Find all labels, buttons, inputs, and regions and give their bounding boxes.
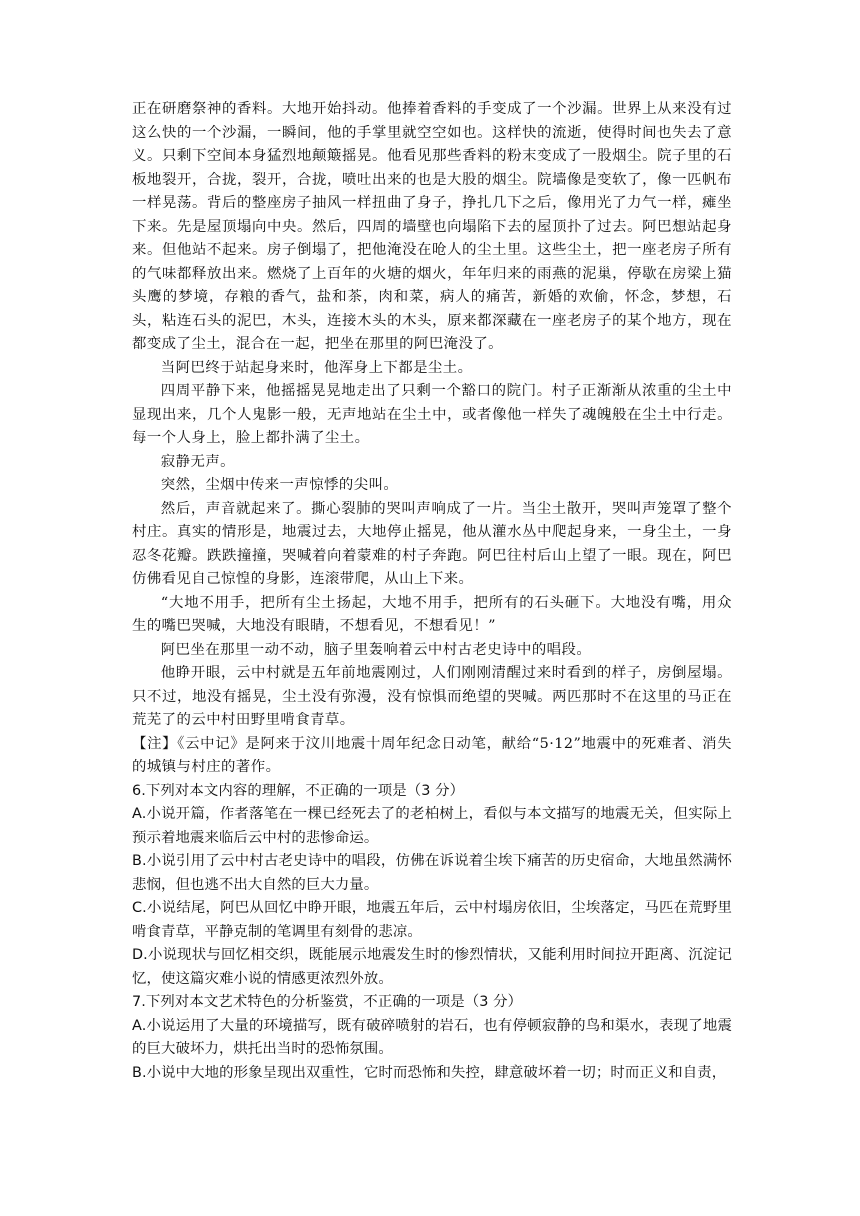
story-paragraph-9: 他睁开眼，云中村就是五年前地震刚过，人们刚刚清醒过来时看到的样子，房倒屋塌。只不过，地没有摇晃，尘土没有弥漫，没有惊惧而绝望的哭喊。两匹那时不在这里的马正在荒芜了的云中村田野里啃食青草。 [132, 665, 732, 728]
story-paragraph-4: 寂静无声。 [160, 453, 236, 470]
story-paragraph-8: 阿巴坐在那里一动不动，脑子里轰响着云中村古老史诗中的唱段。 [160, 641, 592, 658]
question-6-option-a: A.小说开篇，作者落笔在一棵已经死去了的老柏树上，看似与本文描写的地震无关，但实际上预示着地震来临后云中村的悲惨命运。 [132, 806, 732, 846]
question-6-option-b: B.小说引用了云中村古老史诗中的唱段，仿佛在诉说着尘埃下痛苦的历史宿命，大地虽然满怀悲悯，但也逃不出大自然的巨大力量。 [132, 853, 732, 893]
question-7-option-b: B.小说中大地的形象呈现出双重性，它时而恐怖和失控，肆意破坏着一切；时而正义和自责， [132, 1064, 727, 1081]
question-7-stem: 7.下列对本文艺术特色的分析鉴赏，不正确的一项是（3 分） [132, 994, 523, 1010]
story-paragraph-2: 当阿巴终于站起身来时，他浑身上下都是尘土。 [160, 359, 473, 376]
question-6-option-c: C.小说结尾，阿巴从回忆中睁开眼，地震五年后，云中村塌房依旧，尘埃落定，马匹在荒野里啃食青草，平静克制的笔调里有刻骨的悲凉。 [132, 900, 732, 940]
story-paragraph-3: 四周平静下来，他摇摇晃晃地走出了只剩一个豁口的院门。村子正渐渐从浓重的尘土中显现出来，几个人鬼影一般，无声地站在尘土中，或者像他一样失了魂魄般在尘土中行走。每一个人身上，脸上都扑满了尘土。 [132, 383, 732, 446]
story-paragraph-1: 正在研磨祭神的香料。大地开始抖动。他捧着香料的手变成了一个沙漏。世界上从来没有过这么快的一个沙漏，一瞬间，他的手掌里就空空如也。这样快的流逝，使得时间也失去了意义。只剩下空间本身猛烈地颠簸摇晃。他看见那些香料的粉末变成了一股烟尘。院子里的石板地裂开，合拢，裂开，合拢，喷吐出来的也是大股的烟尘。院墙像是变软了，像一匹帆布一样晃荡。背后的整座房子抽风一样扭曲了身子，挣扎几下之后，像用光了力气一样，瘫坐下来。先是屋顶塌向中央。然后，四周的墙壁也向塌陷下去的屋顶扑了过去。阿巴想站起身来。但他站不起来。房子倒塌了，把他淹没在呛人的尘土里。这些尘土，把一座老房子所有的气味都释放出来。燃烧了上百年的火塘的烟火，年年归来的雨燕的泥巢，停歇在房梁上猫头鹰的梦境，存粮的香气，盐和茶，肉和菜，病人的痛苦，新婚的欢偷，怀念，梦想，石头，粘连石头的泥巴，木头，连接木头的木头，原来都深藏在一座老房子的某个地方，现在都变成了尘土，混合在一起，把坐在那里的阿巴淹没了。 [132, 101, 732, 352]
story-paragraph-5: 突然，尘烟中传来一声惊悸的尖叫。 [160, 477, 399, 493]
story-note: 【注】《云中记》是阿来于汶川地震十周年纪念日动笔，献给“5·12”地震中的死难者、消失的城镇与村庄的著作。 [132, 735, 732, 775]
story-paragraph-6: 然后，声音就起来了。撕心裂肺的哭叫声响成了一片。当尘土散开，哭叫声笼罩了整个村庄。真实的情形是，地震过去，大地停止摇晃，他从灌水丛中爬起身来，一身尘土，一身忍冬花瓣。跌跌撞撞，哭喊着向着蒙难的村子奔跑。阿巴往村后山上望了一眼。现在，阿巴仿佛看见自己惊惶的身影，连滚带爬，从山上下来。 [132, 500, 732, 587]
question-6-stem: 6.下列对本文内容的理解，不正确的一项是（3 分） [132, 782, 465, 799]
epic-quote: “大地不用手，把所有尘土扬起，大地不用手，把所有的石头砸下。大地没有嘴，用众生的嘴巴哭喊，大地没有眼睛，不想看见，不想看见！” [132, 594, 732, 634]
question-7-option-a: A.小说运用了大量的环境描写，既有破碎喷射的岩石，也有停顿寂静的鸟和渠水，表现了地震的巨大破坏力，烘托出当时的恐怖氛围。 [132, 1017, 732, 1057]
question-6-option-d: D.小说现状与回忆相交织，既能展示地震发生时的惨烈情状，又能利用时间拉开距离、沉淀记忆，使这篇灾难小说的情感更浓烈外放。 [132, 947, 732, 987]
